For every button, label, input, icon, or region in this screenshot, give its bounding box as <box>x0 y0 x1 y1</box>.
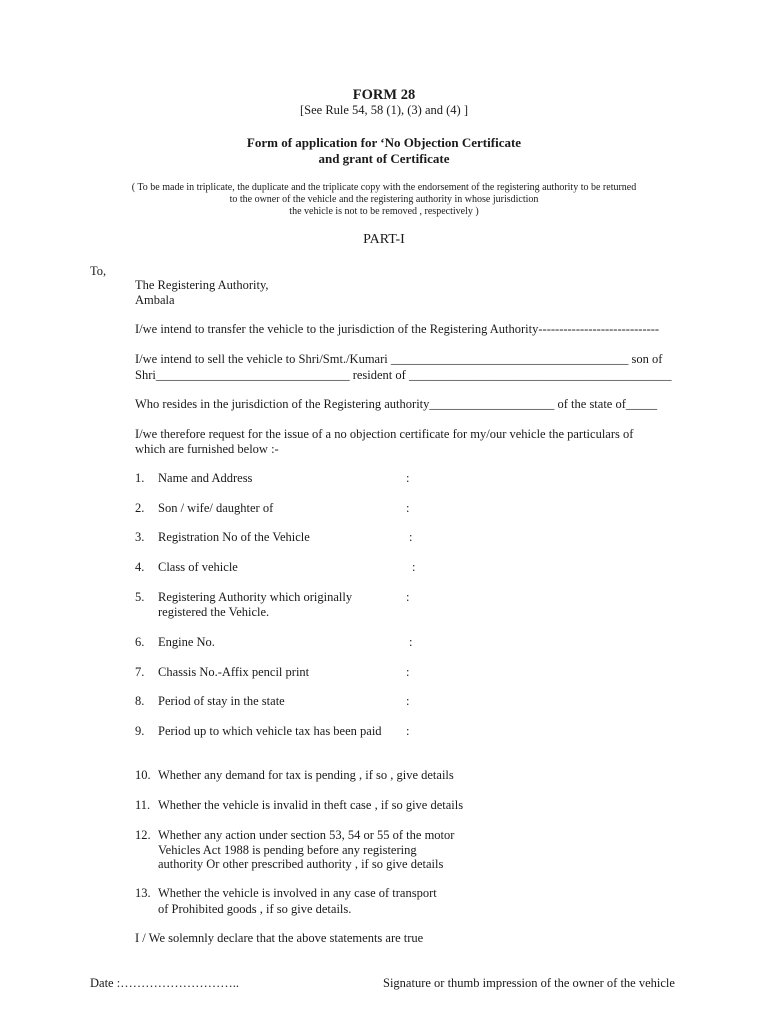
item-number: 11. <box>135 798 151 812</box>
item-label: Chassis No.-Affix pencil print <box>158 665 310 679</box>
request-statement-line-2: which are furnished below :- <box>135 442 279 456</box>
item-colon: : <box>406 471 410 485</box>
item-label-continued: of Prohibited goods , if so give details. <box>158 902 352 916</box>
item-colon: : <box>406 590 410 604</box>
sell-statement-line-1: I/we intend to sell the vehicle to Shri/Smt./Kumari ______________________________________ son of <box>135 352 663 366</box>
item-colon: : <box>406 501 410 515</box>
instruction-note-line-1: ( To be made in triplicate, the duplicate and the triplicate copy with the endorsement of the registering authority to be returned <box>131 182 637 193</box>
form-heading-line-1: Form of application for ‘No Objection Certificate <box>246 135 522 150</box>
request-statement-line-1: I/we therefore request for the issue of a no objection certificate for my/our vehicle the particulars of <box>135 427 634 441</box>
item-colon: : <box>412 560 416 574</box>
item-number: 12. <box>135 828 151 842</box>
address-to: To, <box>90 264 107 278</box>
item-number: 7. <box>135 665 145 679</box>
instruction-note-line-2: to the owner of the vehicle and the registering authority in whose jurisdiction <box>229 194 539 205</box>
item-number: 2. <box>135 501 145 515</box>
item-number: 8. <box>135 694 145 708</box>
item-number: 6. <box>135 635 145 649</box>
item-colon: : <box>409 635 413 649</box>
item-label: Name and Address <box>158 471 253 485</box>
form-title: FORM 28 <box>352 87 416 103</box>
item-label: Registration No of the Vehicle <box>158 530 310 544</box>
part-heading: PART-I <box>363 232 405 247</box>
item-number: 13. <box>135 886 151 900</box>
declaration-statement: I / We solemnly declare that the above statements are true <box>135 931 424 945</box>
item-number: 10. <box>135 768 151 782</box>
item-label: Whether any demand for tax is pending , if so , give details <box>158 768 454 782</box>
item-colon: : <box>409 530 413 544</box>
item-label: Whether the vehicle is involved in any case of transport <box>158 886 437 900</box>
item-label: Whether the vehicle is invalid in theft case , if so give details <box>158 798 464 812</box>
item-colon: : <box>406 694 410 708</box>
item-colon: : <box>406 665 410 679</box>
item-label-continued: authority Or other prescribed authority , if so give details <box>158 857 444 871</box>
item-label: Whether any action under section 53, 54 or 55 of the motor <box>158 828 455 842</box>
form-heading-line-2: and grant of Certificate <box>318 151 450 166</box>
sell-statement-line-2: Shri_______________________________ resident of __________________________________________ <box>135 368 672 382</box>
item-label: Period of stay in the state <box>158 694 285 708</box>
item-number: 5. <box>135 590 145 604</box>
item-label: Registering Authority which originally <box>158 590 353 604</box>
item-number: 3. <box>135 530 145 544</box>
item-label: Son / wife/ daughter of <box>158 501 274 515</box>
address-authority: The Registering Authority, <box>135 278 269 292</box>
resides-statement: Who resides in the jurisdiction of the Registering authority____________________ of the state of_____ <box>135 397 658 411</box>
instruction-note-line-3: the vehicle is not to be removed , respectively ) <box>289 206 479 217</box>
rule-reference: [See Rule 54, 58 (1), (3) and (4) ] <box>299 103 468 117</box>
item-number: 9. <box>135 724 145 738</box>
item-label-continued: registered the Vehicle. <box>158 605 270 619</box>
item-label-continued: Vehicles Act 1988 is pending before any registering <box>158 843 417 857</box>
date-field: Date :……………………….. <box>90 976 239 990</box>
item-number: 1. <box>135 471 145 485</box>
item-label: Class of vehicle <box>158 560 238 574</box>
transfer-statement: I/we intend to transfer the vehicle to the jurisdiction of the Registering Authority----------------------------- <box>135 322 660 336</box>
item-label: Period up to which vehicle tax has been paid <box>158 724 382 738</box>
signature-label: Signature or thumb impression of the owner of the vehicle <box>383 976 675 990</box>
item-colon: : <box>406 724 410 738</box>
address-city: Ambala <box>135 293 175 307</box>
item-number: 4. <box>135 560 145 574</box>
item-label: Engine No. <box>158 635 215 649</box>
